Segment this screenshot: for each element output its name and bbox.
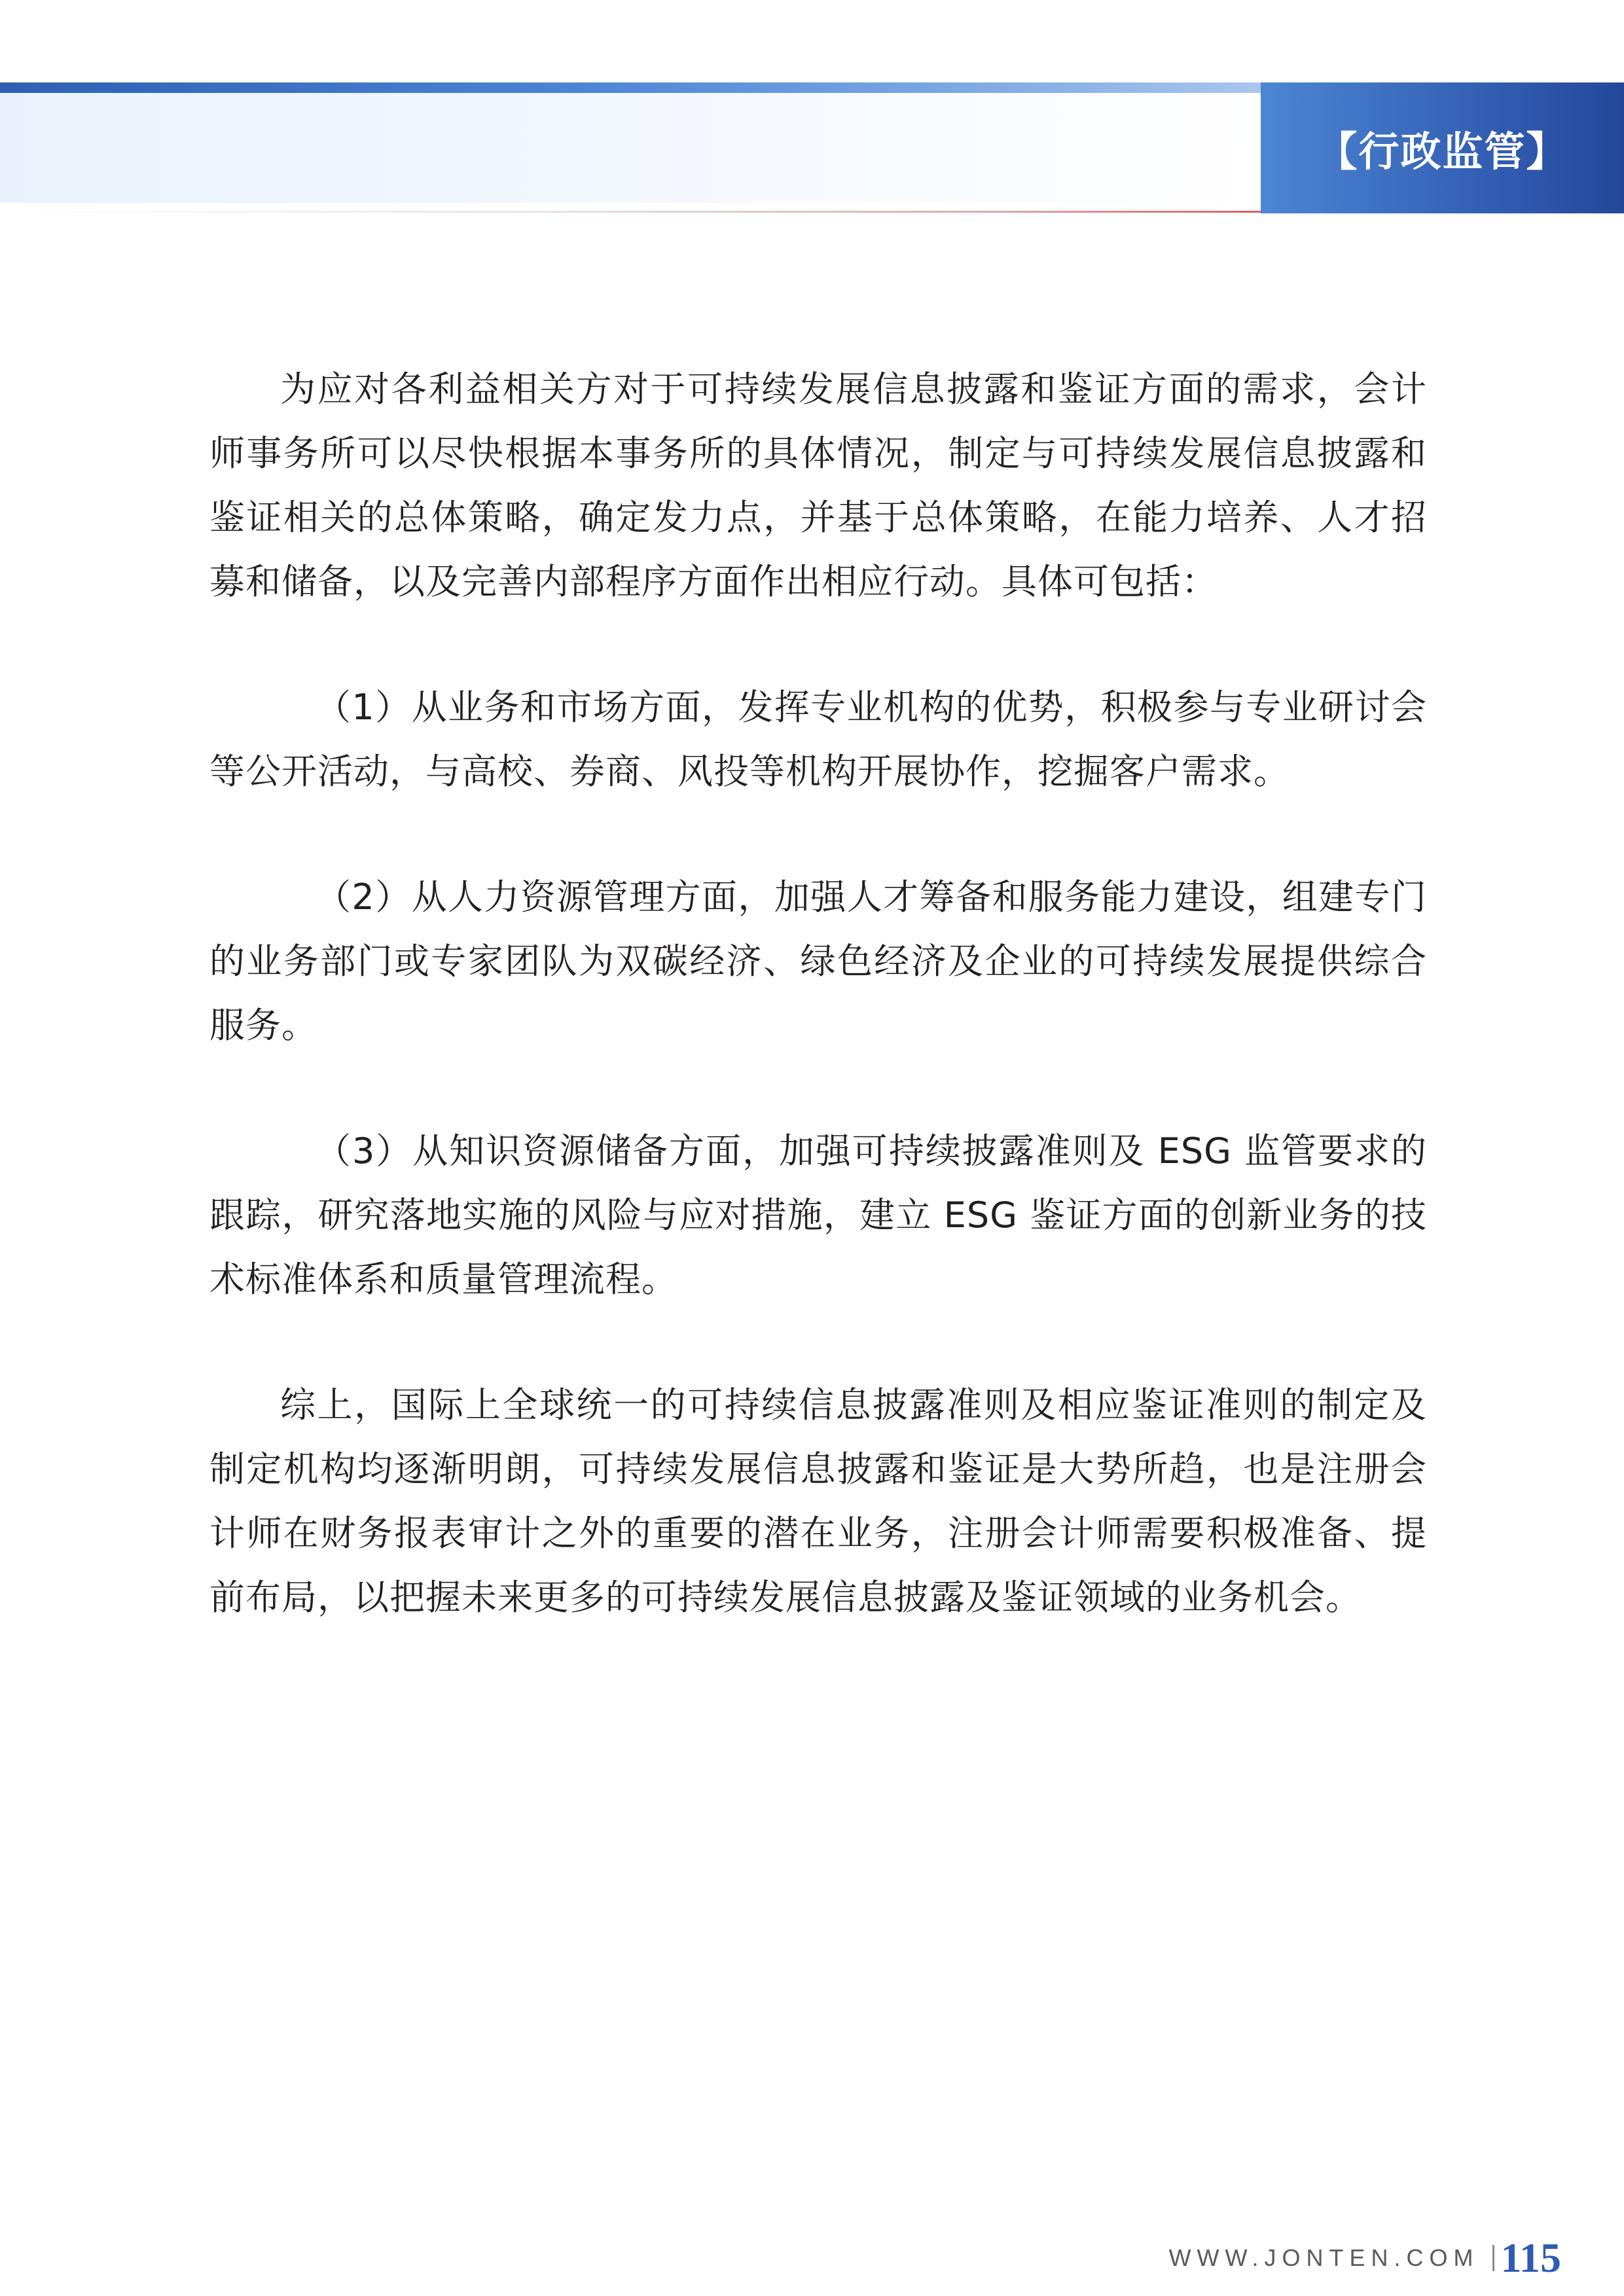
item-1-paragraph: （1）从业务和市场方面，发挥专业机构的优势，积极参与专业研讨会等公开活动，与高校、券商、风投等机构开展协作，挖掘客户需求。 [209,687,1427,792]
conclusion-paragraph: 综上，国际上全球统一的可持续信息披露准则及相应鉴证准则的制定及制定机构均逐渐明朗，可持续发展信息披露和鉴证是大势所趋，也是注册会计师在财务报表审计之外的重要的潜在业务，注册会计师需要积极准备、提前布局，以把握未来更多的可持续发展信息披露及鉴证领域的业务机会。 [209,1384,1427,1618]
header-accent-line [0,82,1261,93]
footer-website: WWW.JONTEN.COM [1168,2244,1479,2271]
section-tab [1261,82,1624,213]
header-band [0,82,1624,213]
article-body [209,357,1427,1691]
item-3-paragraph: （3）从知识资源储备方面，加强可持续披露准则及 ESG 监管要求的跟踪，研究落地实施的风险与应对措施，建立 ESG 鉴证方面的创新业务的技术标准体系和质量管理流程。 [209,1130,1427,1300]
page-number: 115 [1500,2234,1561,2281]
item-2-paragraph: （2）从人力资源管理方面，加强人才筹备和服务能力建设，组建专门的业务部门或专家团队为双碳经济、绿色经济及企业的可持续发展提供综合服务。 [209,876,1427,1046]
section-label: 【行政监管】 [1316,127,1568,175]
footer-separator [1492,2245,1494,2271]
header-background [0,93,1261,203]
page-footer [1169,2232,1561,2284]
intro-paragraph: 为应对各利益相关方对于可持续发展信息披露和鉴证方面的需求，会计师事务所可以尽快根据本事务所的具体情况，制定与可持续发展信息披露和鉴证相关的总体策略，确定发力点，并基于总体策略，在能力培养、人才招募和储备，以及完善内部程序方面作出相应行动。具体可包括： [209,368,1427,602]
header-divider [0,211,1261,213]
